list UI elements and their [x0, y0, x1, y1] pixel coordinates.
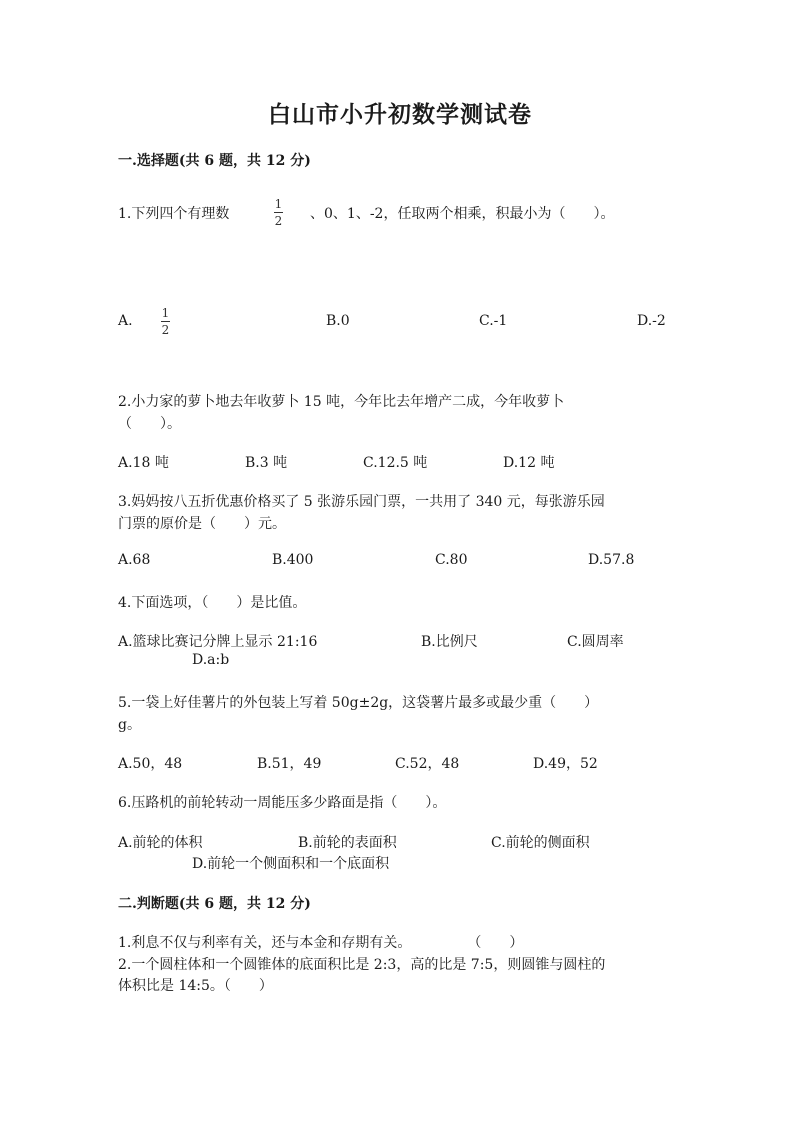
q3-option-a: A.68: [118, 552, 151, 568]
fraction-denominator: 2: [161, 323, 170, 337]
q5-option-b: B.51，49: [257, 756, 322, 772]
q1-option-d: D.-2: [637, 313, 666, 329]
question-1-stem-end: 、0、1、-2，任取两个相乘，积最小为（ ）。: [310, 206, 615, 222]
q2-option-b: B.3 吨: [245, 455, 288, 471]
judge-2-line-2: 体积比是 14:5。（ ）: [118, 978, 273, 994]
q4-option-b: B.比例尺: [421, 634, 478, 650]
fraction-numerator: 1: [274, 197, 283, 211]
q4-option-a: A.篮球比赛记分牌上显示 21:16: [118, 634, 318, 650]
q4-option-d: D.a:b: [192, 652, 230, 668]
fraction-denominator: 2: [274, 214, 283, 228]
question-3-line-2: 门票的原价是（ ）元。: [118, 516, 286, 532]
q1-option-b: B.0: [326, 313, 350, 329]
section-heading-judge: 二.判断题(共 6 题，共 12 分): [118, 896, 311, 912]
q3-option-c: C.80: [435, 552, 468, 568]
question-2-line-2: （ ）。: [118, 416, 181, 432]
q6-option-b: B.前轮的表面积: [298, 835, 397, 851]
q5-option-a: A.50，48: [118, 756, 183, 772]
page-title: 白山市小升初数学测试卷: [268, 101, 532, 128]
q2-option-d: D.12 吨: [503, 455, 555, 471]
q6-option-a: A.前轮的体积: [118, 835, 203, 851]
q6-option-c: C.前轮的侧面积: [491, 835, 590, 851]
q3-option-b: B.400: [272, 552, 314, 568]
q1-option-a-fraction: [161, 307, 170, 336]
q5-option-c: C.52，48: [395, 756, 460, 772]
section-heading-choice: 一.选择题(共 6 题，共 12 分): [118, 153, 311, 169]
question-2-line-1: 2.小力家的萝卜地去年收萝卜 15 吨，今年比去年增产二成，今年收萝卜: [118, 394, 565, 410]
q3-option-d: D.57.8: [588, 552, 635, 568]
q2-option-a: A.18 吨: [118, 455, 169, 471]
fraction-bar: [161, 321, 170, 322]
question-5-line-2: g。: [118, 717, 141, 733]
q5-option-d: D.49，52: [533, 756, 598, 772]
question-5-line-1: 5.一袋上好佳薯片的外包装上写着 50g±2g，这袋薯片最多或最少重（ ）: [118, 695, 599, 711]
q1-option-a: A.: [118, 313, 133, 329]
question-6-line-1: 6.压路机的前轮转动一周能压多少路面是指（ ）。: [118, 795, 447, 811]
fraction-numerator: 1: [161, 306, 170, 320]
q4-option-c: C.圆周率: [567, 634, 624, 650]
question-3-line-1: 3.妈妈按八五折优惠价格买了 5 张游乐园门票，一共用了 340 元，每张游乐园: [118, 494, 605, 510]
question-1-fraction: [274, 198, 283, 227]
q6-option-d: D.前轮一个侧面积和一个底面积: [192, 856, 390, 872]
judge-1: 1.利息不仅与利率有关，还与本金和存期有关。 （ ）: [118, 935, 524, 951]
question-1-stem-start: 1.下列四个有理数: [118, 206, 230, 222]
question-4-line-1: 4.下面选项，（ ）是比值。: [118, 595, 307, 611]
fraction-bar: [274, 212, 283, 213]
q2-option-c: C.12.5 吨: [363, 455, 428, 471]
judge-2-line-1: 2.一个圆柱体和一个圆锥体的底面积比是 2:3，高的比是 7:5，则圆锥与圆柱的: [118, 957, 606, 973]
q1-option-c: C.-1: [479, 313, 508, 329]
